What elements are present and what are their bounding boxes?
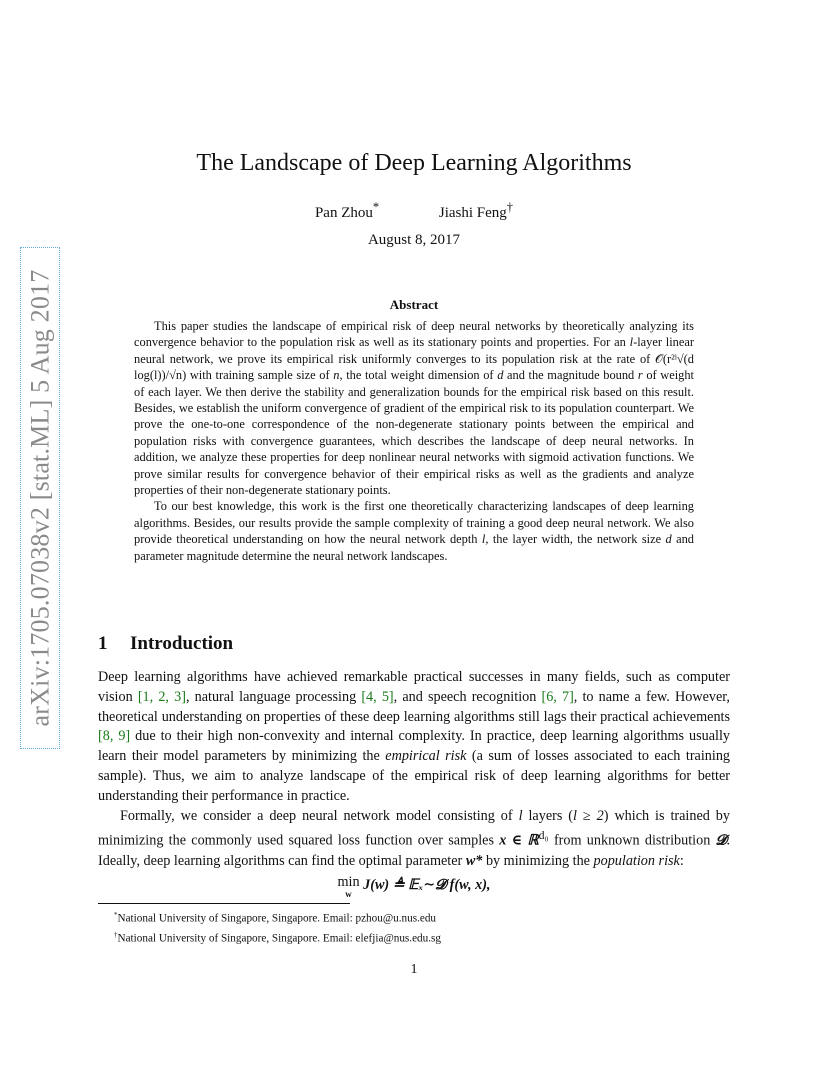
population-risk-equation: min w J(w) ≜ 𝔼ₓ∼𝓓 f(w, x), xyxy=(337,873,491,899)
section-title: Introduction xyxy=(130,633,234,654)
footnote-1: *National University of Singapore, Singapore. Email: pzhou@u.nus.edu xyxy=(114,911,437,925)
intro-paragraph-2: Formally, we consider a deep neural network model consisting of l layers (l ≥ 2) which is trained by minimizing the commonly used squared loss function over samples x ∈ ℝ$^{d_0}$ from unknown distribution 𝓓. Ideally, deep learning algorithms can find the optimal parameter w* by minimizing the population risk: xyxy=(98,807,730,869)
citation-link[interactable]: [1, 2, 3] xyxy=(137,688,186,705)
citation-link[interactable]: [8, 9] xyxy=(98,728,131,745)
footnote-2: †National University of Singapore, Singapore. Email: elefjia@nus.edu.sg xyxy=(114,930,441,945)
paper-title: The Landscape of Deep Learning Algorithms xyxy=(196,150,632,176)
footnote-divider xyxy=(98,903,350,904)
abstract-paragraph-1: This paper studies the landscape of empirical risk of deep neural networks by theoretically analyzing its convergence behavior to the population risk as well as its stationary points and properties. For an l-layer linear neural network, we prove its empirical risk uniformly converges to its population risk at the rate of 𝒪(r²ˡ√(d log(l))/√n) with training sample size of n, the total weight dimension of d and the magnitude bound r of weight of each layer. We then derive the stability and generalization bounds for the empirical risk based on this result. Besides, we establish the uniform convergence of gradient of the empirical risk to its population counterpart. We prove the one-to-one correspondence of the non-degenerate stationary points between the empirical and population risks with convergence guarantees, which describes the landscape of deep neural networks. In addition, we analyze these properties for deep nonlinear neural networks with sigmoid activation functions. We prove similar results for convergence behavior of their empirical risks as well as the gradients and analyze properties of their non-degenerate stationary points. xyxy=(134,319,694,498)
author-2-footnote-mark[interactable]: † xyxy=(506,200,514,214)
abstract-paragraph-2: To our best knowledge, this work is the first one theoretically characterizing landscapes of deep learning algorithms. Besides, our results provide the sample complexity of training a good deep neural network. We also provide theoretical understanding on how the neural network depth l, the layer width, the network size d and parameter magnitude determine the neural network landscapes. xyxy=(134,499,694,563)
intro-paragraph-1: Deep learning algorithms have achieved remarkable practical successes in many fields, such as computer vision [1, 2, 3], natural language processing [4, 5], and speech recognition [6, 7], to name a few. However, theoretical understanding on properties of these deep learning algorithms still lags their practical achievements [8, 9] due to their high non-convexity and internal complexity. In practice, deep learning algorithms usually learn their model parameters by minimizing the empirical risk (a sum of losses associated to each training sample). Thus, we aim to analyze landscape of the empirical risk of deep learning algorithms for better understanding their performance in practice. xyxy=(98,669,731,804)
section-number: 1 xyxy=(98,633,108,654)
arxiv-identifier[interactable]: arXiv:1705.07038v2 [stat.ML] 5 Aug 2017 xyxy=(25,269,54,727)
section-heading-introduction xyxy=(98,633,233,655)
author-1: Pan Zhou* xyxy=(314,200,380,221)
paper-date: August 8, 2017 xyxy=(367,232,461,248)
author-2: Jiashi Feng† xyxy=(438,200,514,221)
footnotes xyxy=(114,907,441,946)
convergence-rate-formula: 𝒪(r²ˡ√(d log(l))/√n) xyxy=(134,351,694,383)
abstract-body xyxy=(134,318,694,564)
introduction-body xyxy=(98,668,730,900)
citation-link[interactable]: [4, 5] xyxy=(361,688,394,705)
arxiv-sidebar-stamp[interactable] xyxy=(20,247,60,749)
author-list xyxy=(0,200,828,222)
abstract-heading: Abstract xyxy=(389,297,439,312)
author-1-footnote-mark[interactable]: * xyxy=(372,200,380,214)
citation-link[interactable]: [6, 7] xyxy=(541,688,574,705)
page-number: 1 xyxy=(410,962,418,977)
